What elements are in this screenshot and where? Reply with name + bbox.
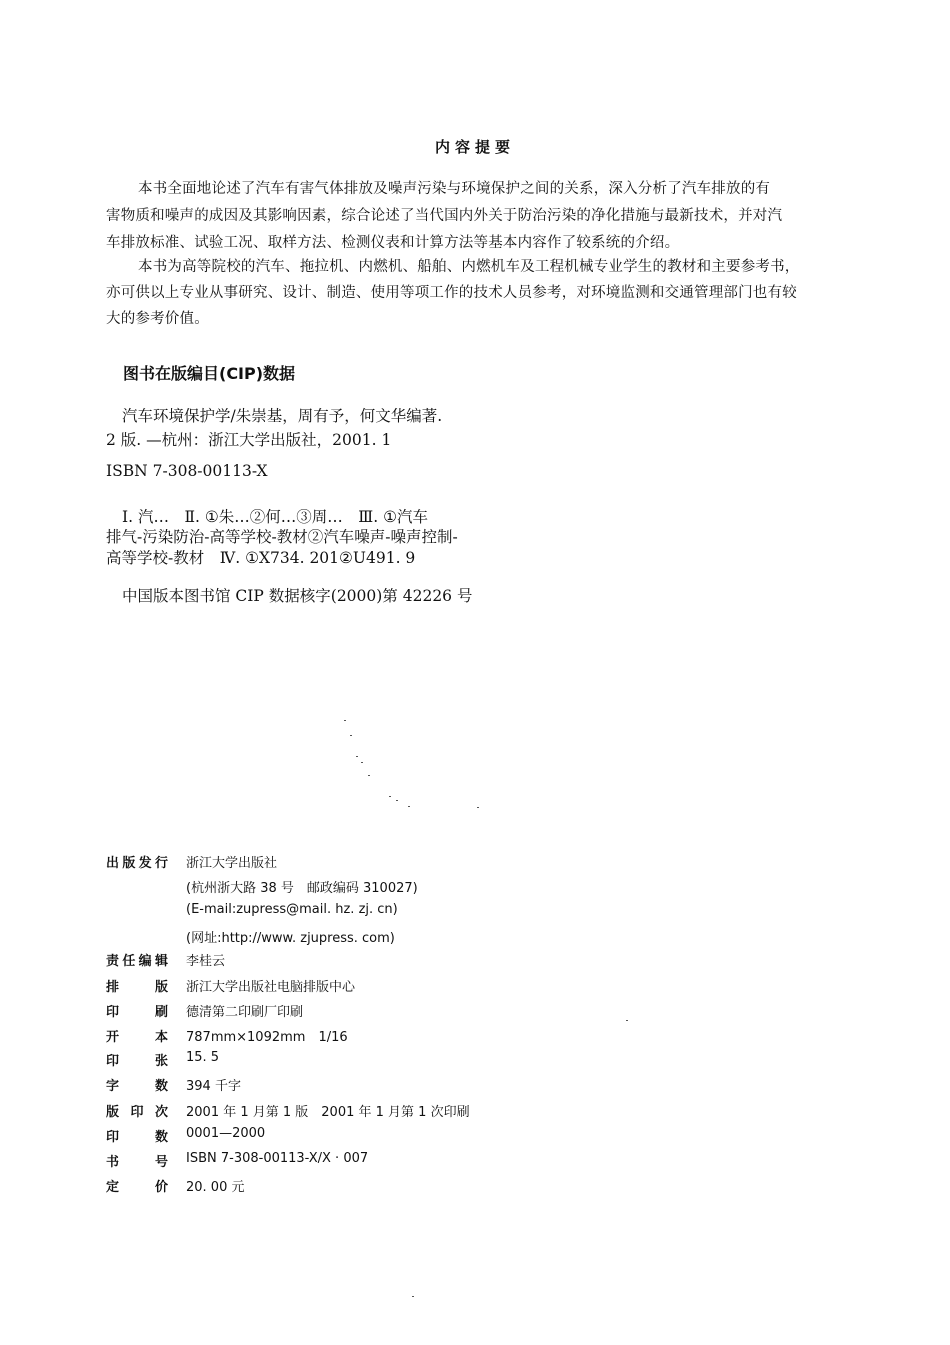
scan-speck [477, 807, 479, 808]
scan-speck [356, 756, 358, 757]
imprint-value-typesetting: 浙江大学出版社电脑排版中心 [186, 980, 356, 995]
summary-paragraph-2-line-2: 亦可供以上专业从事研究、设计、制造、使用等项工作的技术人员参考，对环境监测和交通管理部门也有较 [106, 285, 797, 301]
scan-speck [344, 720, 346, 721]
imprint-value-editor: 李桂云 [186, 954, 226, 969]
imprint-value-edition: 2001 年 1 月第 1 版 2001 年 1 月第 1 次印刷 [186, 1105, 470, 1120]
imprint-value-book-number: ISBN 7-308-00113-X/X · 007 [186, 1151, 369, 1166]
summary-paragraph-2-line-3: 大的参考价值。 [106, 311, 209, 327]
scan-speck [396, 800, 398, 801]
imprint-label-publisher: 出 版 发 行 [106, 856, 168, 871]
scan-speck [389, 796, 391, 797]
imprint-label-edition: 版 印 次 [106, 1105, 168, 1120]
cip-entry-line-2: 2 版. —杭州：浙江大学出版社，2001. 1 [106, 431, 392, 449]
scan-speck [350, 735, 352, 736]
scan-speck [408, 806, 410, 807]
cip-subjects-line-1: Ⅰ. 汽… Ⅱ. ①朱…②何…③周… Ⅲ. ①汽车 [122, 508, 428, 526]
imprint-label-wordcount: 字 数 [106, 1079, 168, 1094]
imprint-label-price: 定 价 [106, 1180, 168, 1195]
scan-speck [626, 1020, 628, 1021]
imprint-label-typesetting: 排 版 [106, 980, 168, 995]
summary-paragraph-1-line-3: 车排放标准、试验工况、取样方法、检测仪表和计算方法等基本内容作了较系统的介绍。 [106, 235, 680, 251]
imprint-label-book-number: 书 号 [106, 1155, 168, 1170]
imprint-value-sheets: 15. 5 [186, 1050, 220, 1065]
summary-paragraph-2-line-1: 本书为高等院校的汽车、拖拉机、内燃机、船舶、内燃机车及工程机械专业学生的教材和主要参考书， [138, 259, 800, 275]
imprint-label-print-run: 印 数 [106, 1130, 168, 1145]
imprint-value-email: (E-mail:zupress@mail. hz. zj. cn) [186, 902, 398, 917]
imprint-value-price: 20. 00 元 [186, 1180, 245, 1195]
imprint-label-printing: 印 刷 [106, 1005, 168, 1020]
imprint-label-sheets: 印 张 [106, 1054, 168, 1069]
summary-paragraph-1-line-2: 害物质和噪声的成因及其影响因素，综合论述了当代国内外关于防治污染的净化措施与最新技术，并对汽 [106, 208, 783, 224]
summary-paragraph-1-line-1: 本书全面地论述了汽车有害气体排放及噪声污染与环境保护之间的关系，深入分析了汽车排放的有 [138, 181, 771, 197]
imprint-label-format: 开 本 [106, 1030, 168, 1045]
imprint-value-wordcount: 394 千字 [186, 1079, 241, 1094]
cip-heading: 图书在版编目(CIP)数据 [123, 364, 296, 383]
imprint-value-website: (网址:http://www. zjupress. com) [186, 931, 395, 946]
scan-speck [368, 775, 370, 776]
imprint-label-editor: 责 任 编 辑 [106, 954, 168, 969]
imprint-value-print-run: 0001—2000 [186, 1126, 266, 1141]
cip-subjects-line-3: 高等学校-教材 Ⅳ. ①X734. 201②U491. 9 [106, 549, 416, 567]
imprint-value-printing: 德清第二印刷厂印刷 [186, 1005, 304, 1020]
scan-speck [361, 762, 363, 763]
cip-entry-line-1: 汽车环境保护学/朱崇基，周有予，何文华编著. [122, 407, 443, 425]
imprint-value-address: (杭州浙大路 38 号 邮政编码 310027) [186, 881, 418, 896]
imprint-value-publisher: 浙江大学出版社 [186, 856, 278, 871]
cip-isbn: ISBN 7-308-00113-X [106, 462, 268, 480]
cip-subjects-line-2: 排气-污染防治-高等学校-教材②汽车噪声-噪声控制- [106, 528, 458, 546]
scan-speck [412, 1296, 414, 1297]
summary-title: 内容提要 [434, 138, 515, 156]
cip-verification: 中国版本图书馆 CIP 数据核字(2000)第 42226 号 [122, 587, 473, 605]
imprint-value-format: 787mm×1092mm 1/16 [186, 1030, 348, 1045]
